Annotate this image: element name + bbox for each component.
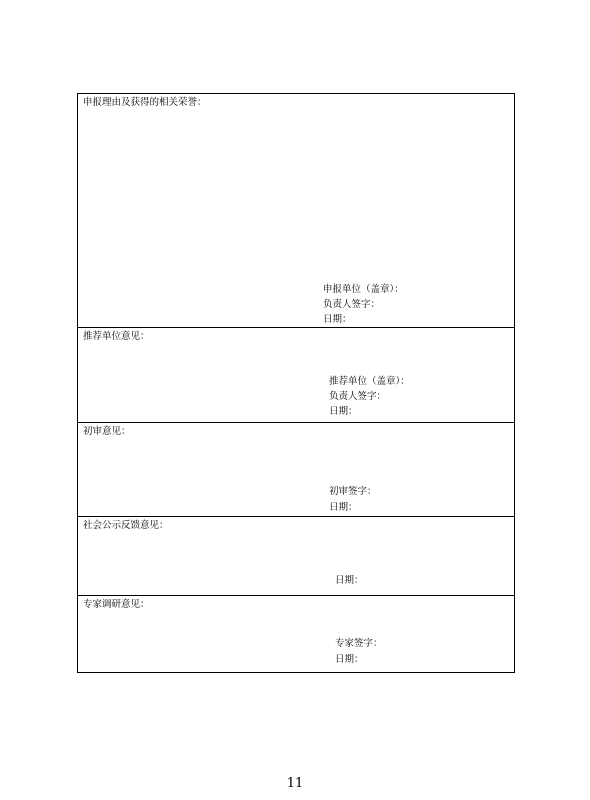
recommendation-title: 推荐单位意见： bbox=[83, 331, 150, 342]
recommendation-date-line: 日期： bbox=[329, 406, 358, 417]
declaration-section bbox=[78, 94, 514, 328]
expert-review-date-line: 日期： bbox=[335, 654, 364, 665]
recommendation-section bbox=[78, 328, 514, 423]
preliminary-review-section bbox=[78, 423, 514, 517]
preliminary-review-date-line: 日期： bbox=[329, 502, 358, 513]
declaration-title: 申报理由及获得的相关荣誉： bbox=[83, 97, 207, 108]
expert-review-title: 专家调研意见： bbox=[83, 599, 150, 610]
declaration-signature-line: 负责人签字： bbox=[323, 299, 381, 310]
recommendation-seal-line: 推荐单位（盖章）： bbox=[329, 376, 410, 387]
page-number: 11 bbox=[286, 776, 304, 791]
application-form-table bbox=[77, 93, 515, 673]
public-feedback-date-line: 日期： bbox=[335, 575, 364, 586]
public-feedback-title: 社会公示反馈意见： bbox=[83, 520, 169, 531]
declaration-date-line: 日期： bbox=[323, 314, 352, 325]
declaration-seal-line: 申报单位（盖章）： bbox=[323, 284, 404, 295]
preliminary-review-title: 初审意见： bbox=[83, 426, 131, 437]
public-feedback-section bbox=[78, 517, 514, 596]
expert-review-signature-line: 专家签字： bbox=[335, 638, 383, 649]
expert-review-section bbox=[78, 596, 514, 672]
preliminary-review-signature-line: 初审签字： bbox=[329, 486, 377, 497]
recommendation-signature-line: 负责人签字： bbox=[329, 391, 387, 402]
